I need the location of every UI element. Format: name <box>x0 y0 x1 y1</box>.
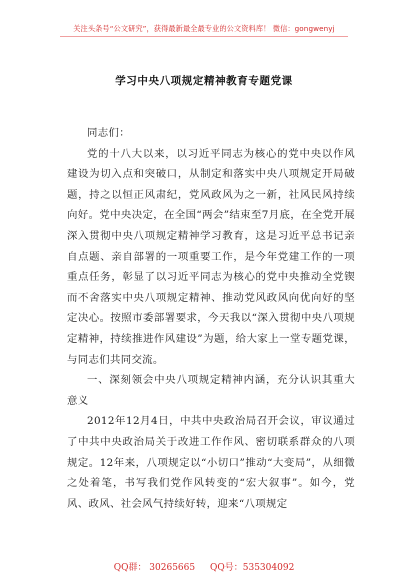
document-body <box>67 123 355 514</box>
salutation: 同志们： <box>87 127 130 139</box>
body-paragraph: 2012年12月4日，中共中央政治局召开会议，审议通过了中共中央政治局关于改进工作作风、密切联系群众的八项规定。12年来，八项规定以“小切口”推动“大变局”，从细微之处着笔，书写我们党作风转变的“宏大叙事”。如今，党风、政风、社会风气持续好转，迎来“八项规定 <box>67 415 355 510</box>
section-heading: 一、深刻领会中央八项规定精神内涵，充分认识其重大意义 <box>67 374 355 407</box>
body-paragraph: 党的十八大以来，以习近平同志为核心的党中央以作风建设为切入点和突破口，从制定和落实中央八项规定开局破题，持之以恒正风肃纪，党风政风为之一新，社风民风持续向好。党中央决定，在全国“两会”结束至7月底，在全党开展深入贯彻中央八项规定精神学习教育，这是习近平总书记亲自点题、亲自部署的一项重要工作，是今年党建工作的一项重点任务，彰显了以习近平同志为核心的党中央推动全党锲而不舍落实中央八项规定精神、推动党风政风向优向好的坚定决心。按照市委部署要求，今天我以“深入贯彻中央八项规定精神，持续推进作风建设”为题，给大家上一堂专题党课，与同志们共同交流。 <box>67 147 355 366</box>
qq-number-text: QQ号：535304092 <box>210 563 295 573</box>
header-banner: 关注头条号“公文研究”，获得最新最全最专业的公文资料库！ 微信：gongwenyj <box>73 24 335 33</box>
document-title: 学习中央八项规定精神教育专题党课 <box>115 75 293 87</box>
footer-contact <box>0 560 408 573</box>
qq-group-text: QQ群： 30265665 <box>113 563 196 573</box>
header-divider <box>60 36 348 37</box>
